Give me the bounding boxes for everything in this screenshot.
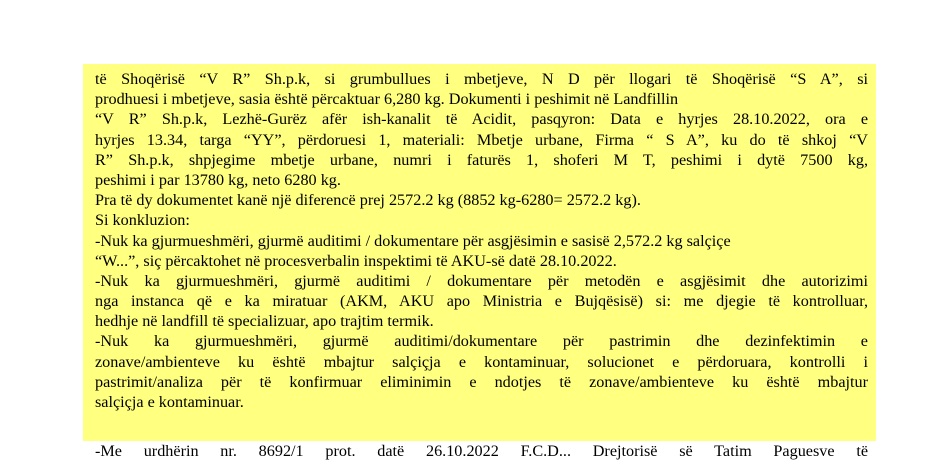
- document-body: [95, 69, 868, 412]
- paragraph-line: Si konkluzion:: [95, 211, 190, 230]
- paragraph-line: hedhje në landfill të specializuar, apo trajtim termik.: [95, 312, 434, 331]
- paragraph-line: hyrjes 13.34, targa “YY”, përdoruesi 1, materiali: Mbetje urbane, Firma “ S A”, ku do të shkoj “V: [95, 130, 868, 149]
- paragraph-line: R” Sh.p.k, shpjegime mbetje urbane, numri i faturës 1, shoferi M T, peshimi i dytë 7500 kg,: [95, 150, 868, 169]
- paragraph-line: nga instanca që e ka miratuar (AKM, AKU apo Ministria e Bujqësisë) si: me djegie të kontrolluar,: [95, 292, 868, 311]
- paragraph-line: -Nuk ka gjurmueshmëri, gjurmë auditimi / dokumentare për asgjësimin e sasisë 2,572.2 kg salçiçe: [95, 231, 731, 250]
- paragraph-line: salçiçja e kontaminuar.: [95, 393, 244, 411]
- paragraph-line: -Nuk ka gjurmueshmëri, gjurmë auditimi/dokumentare për pastrimin dhe dezinfektimin e: [95, 332, 868, 351]
- paragraph-line: peshimi i par 13780 kg, neto 6280 kg.: [95, 170, 341, 189]
- paragraph-line: zonave/ambienteve ku është mbajtur salçiçja e kontaminuar, solucionet e përdoruara, kontrolli i: [95, 352, 868, 371]
- cut-off-line: -Me urdhërin nr. 8692/1 prot. datë 26.10.2022 F.C.D... Drejtorisë së Tatim Paguesve të: [95, 442, 868, 460]
- paragraph-line: pastrimit/analiza për të konfirmuar eliminimin e ndotjes të zonave/ambienteve ku është mbajtur: [95, 372, 868, 391]
- paragraph-line: -Nuk ka gjurmueshmëri, gjurmë auditimi / dokumentare për metodën e asgjësimit dhe autorizimi: [95, 271, 868, 290]
- paragraph-line: Pra të dy dokumentet kanë një diferencë prej 2572.2 kg (8852 kg-6280= 2572.2 kg).: [95, 191, 641, 210]
- paragraph-line: prodhuesi i mbetjeve, sasia është përcaktuar 6,280 kg. Dokumenti i peshimit në Landfillin: [95, 90, 679, 109]
- paragraph-line: të Shoqërisë “V R” Sh.p.k, si grumbullues i mbetjeve, N D për llogari të Shoqërisë “S A”, si: [95, 70, 868, 88]
- paragraph-line: “W...”, siç përcaktohet në procesverbalin inspektimi të AKU-së datë 28.10.2022.: [95, 251, 617, 270]
- paragraph-line: “V R” Sh.p.k, Lezhë-Gurëz afër ish-kanalit të Acidit, pasqyron: Data e hyrjes 28.10.2022, ora e: [95, 110, 868, 129]
